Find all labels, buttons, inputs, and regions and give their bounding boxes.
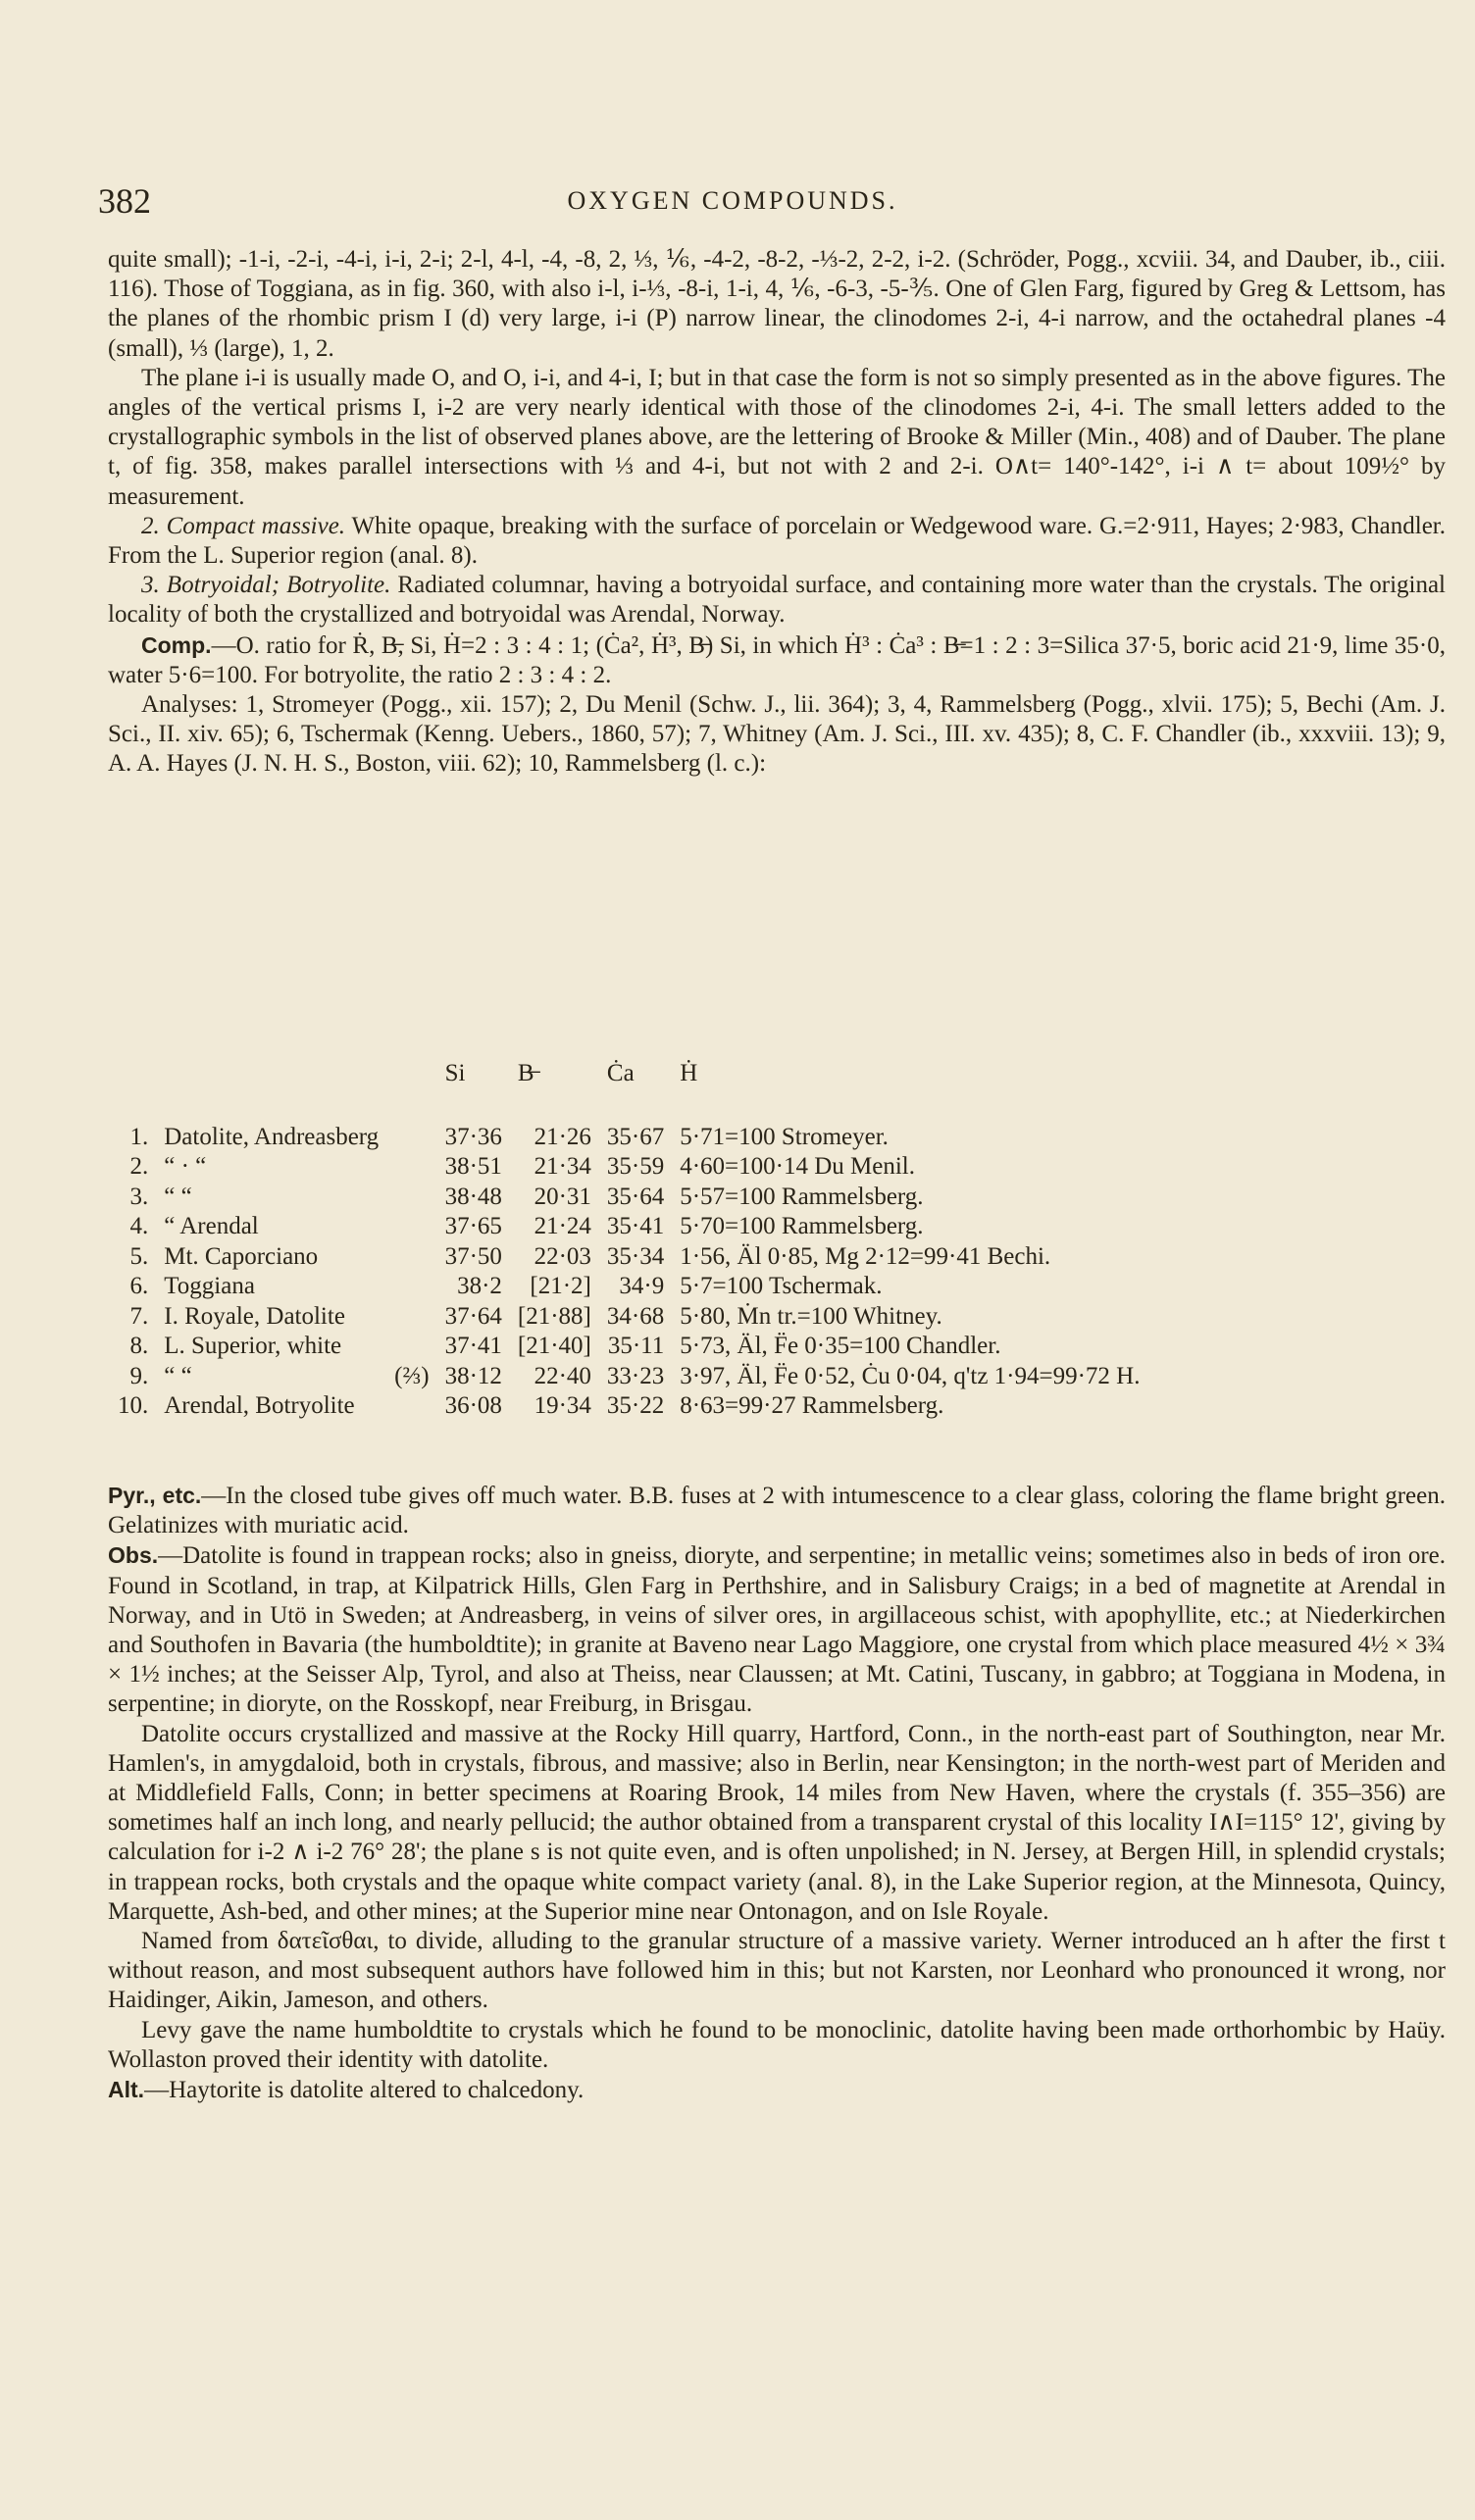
pyrognostics-heading: Pyr., etc. [108,1483,202,1508]
note-cell: (⅔) [394,1362,430,1389]
locality-cell: Mt. Caporciano [164,1242,319,1270]
row-number: 6. [129,1273,149,1299]
table-row [110,1391,1147,1422]
locality-cell: Arendal, Botryolite [164,1392,355,1419]
alteration-text: —Haytorite is datolite altered to chalcedony. [144,2077,585,2104]
boric-acid-cell: [21·40] [517,1333,591,1359]
note-cell [386,1212,436,1242]
paragraph-pyrognostics [108,1481,1446,1540]
variety-label-botryoidal: 3. Botryoidal; Botryolite. [141,572,391,599]
table-row [110,1183,1147,1213]
composition-text: —O. ratio for Ṙ, B̶, Si, Ḣ=2 : 3 : 4 : 1; (Ċa², Ḣ³, B̶) Si, in which Ḣ³ : Ċa³ : B̶=1 : 2 : 3=Silica 37·5, boric acid 21·9, lime 35·0, water 5·6=100. For botryolite, the ratio 2 : 3 : 4 : 2. [108,631,1446,688]
water-cell: 5·70=100 Rammelsberg. [680,1213,924,1239]
silica-cell: 36·08 [444,1392,502,1419]
locality-cell: “ “ [164,1183,192,1210]
lime-cell: 34·68 [606,1302,665,1330]
lime-cell: 35·67 [606,1123,665,1150]
page-header [98,180,1367,224]
table-row [110,1302,1147,1333]
silica-cell: 38·12 [444,1362,502,1389]
table-row [110,1332,1147,1362]
analyses-table [110,1059,1147,1422]
table-row [110,1123,1147,1153]
paragraph-compact-massive [108,512,1446,571]
boric-acid-cell: 22·03 [534,1242,591,1270]
text-block-lower [108,1481,1446,2105]
paragraph-plane-notes: The plane i-i is usually made O, and O, i-i, and 4-i, I; but in that case the form is not so simply presented as in the above figures. The angles of the vertical prisms I, i-2 are very nearly identical with those of the clinodomes 2-i, 4-i. The small letters added to the crystallographic symbols in the list of observed planes above, are the lettering of Brooke & Miller (Min., 408) and of Dauber. The plane t, of fig. 358, makes parallel intersections with ⅓ and 4-i, but not with 2 and 2-i. O∧t= 140°-142°, i-i ∧ t= about 109½° by measurement. [108,364,1446,510]
lime-cell: 35·34 [606,1242,665,1270]
water-cell: 5·73, Äl, F̈e 0·35=100 Chandler. [680,1333,1001,1359]
paragraph-botryoidal [108,571,1446,630]
boric-acid-cell: 21·34 [534,1153,591,1180]
table-row [110,1272,1147,1302]
variety-text-botryoidal: Radiated columnar, having a botryoidal surface, and containing more water than the crystals. The original locality of both the crystallized and botryoidal was Arendal, Norway. [108,572,1446,629]
observations-text: —Datolite is found in trappean rocks; also in gneiss, dioryte, and serpentine; in metallic veins; sometimes also in beds of iron ore. Found in Scotland, in trap, at Kilpatrick Hills, Glen Farg in Perthshire, and in Salisbury Craigs; in a bed of magnetite at Arendal in Norway, and in Utö in Sweden; at Andreasberg, in veins of silver ores, in argillaceous schist, with apophyllite, etc.; at Niederkirchen and Southofen in Bavaria (the humboldtite); in granite at Baveno near Lago Maggiore, one crystal from which place measured 4½ × 3¾ × 1½ inches; at the Seisser Alp, Tyrol, and also at Theiss, near Claussen; at Mt. Catini, Tuscany, in gabbro; at Toggiana in Modena, in serpentine; in dioryte, on the Rosskopf, near Freiburg, in Brisgau. [108,1542,1446,1718]
water-cell: 3·97, Äl, F̈e 0·52, Ċu 0·04, q'tz 1·94=99·72 H. [680,1362,1141,1389]
water-cell: 5·57=100 Rammelsberg. [680,1183,924,1210]
locality-cell: I. Royale, Datolite [164,1302,345,1330]
composition-heading: Comp. [141,631,212,658]
paragraph-crystal-planes: quite small); -1-i, -2-i, -4-i, i-i, 2-i; 2-l, 4-l, -4, -8, 2, ⅓, ⅙, -4-2, -8-2, -⅓-2, 2-2, i-2. (Schröder, Pogg., xcviii. 34, and Dauber, ib., ciii. 116). Those of Toggiana, as in fig. 360, with also i-l, i-⅓, -8-i, 1-i, 4, ⅙, -6-3, -5-⅗. One of Glen Farg, figured by Greg & Lettsom, has the planes of the rhombic prism I (d) very large, i-i (P) narrow linear, the clinodomes 2-i, 4-i narrow, and the octahedral planes -4 (small), ⅓ (large), 1, 2. [108,246,1446,362]
silica-cell: 37·65 [444,1213,502,1239]
lime-cell: 35·59 [606,1153,665,1180]
table-row [110,1212,1147,1242]
locality-cell: Datolite, Andreasberg [164,1123,380,1150]
table-row [110,1362,1147,1392]
water-cell: 8·63=99·27 Rammelsberg. [680,1392,944,1419]
water-cell: 5·7=100 Tschermak. [680,1273,883,1299]
note-cell [386,1272,436,1302]
row-number: 10. [118,1392,149,1419]
row-number: 5. [129,1242,149,1270]
row-number: 1. [129,1123,149,1150]
locality-cell: “ · “ [164,1153,207,1180]
variety-text-compact: White opaque, breaking with the surface of porcelain or Wedgewood ware. G.=2·911, Hayes; 2·983, Chandler. From the L. Superior region (anal. 8). [108,512,1446,570]
water-cell: 5·80, Ṁn tr.=100 Whitney. [680,1302,942,1330]
row-number: 9. [129,1362,149,1389]
boric-acid-cell: 19·34 [534,1392,591,1419]
lime-cell: 35·11 [607,1333,665,1359]
locality-cell: “ Arendal [164,1213,259,1239]
locality-cell: Toggiana [164,1273,255,1299]
silica-cell: 38·48 [444,1183,502,1210]
lime-cell: 35·41 [606,1213,665,1239]
column-header-h: Ḣ [680,1060,698,1086]
note-cell [386,1152,436,1183]
row-number: 2. [129,1153,149,1180]
boric-acid-cell: [21·88] [517,1302,591,1330]
paragraph-etymology: Named from δατεῖσθαι, to divide, alluding to the granular structure of a massive variety. Werner introduced an h after the first t without reason, and most subsequent authors have followed him in this; but not Karsten, nor Leonhard who pronounced it wrong, nor Haidinger, Aikin, Jameson, and others. [108,1928,1446,2014]
alteration-heading: Alt. [108,2077,145,2103]
row-number: 7. [129,1302,149,1330]
water-cell: 1·56, Äl 0·85, Mg 2·12=99·41 Bechi. [680,1242,1051,1270]
lime-cell: 34·9 [619,1273,665,1299]
silica-cell: 37·36 [444,1123,502,1150]
lime-cell: 35·64 [606,1183,665,1210]
column-header-b: B̶ [517,1060,534,1086]
note-cell [386,1302,436,1333]
pyrognostics-text: —In the closed tube gives off much water. B.B. fuses at 2 with intumescence to a clear glass, coloring the flame bright green. Gelatinizes with muriatic acid. [108,1483,1446,1539]
silica-cell: 37·41 [444,1333,502,1359]
page-number: 382 [98,181,151,221]
lime-cell: 35·22 [606,1392,665,1419]
column-header-ca: Ċa [606,1060,635,1086]
text-block-upper [108,245,1446,780]
silica-cell: 37·64 [444,1302,502,1330]
silica-cell: 38·2 [457,1273,502,1299]
paragraph-alteration [108,2075,1446,2105]
note-cell [386,1123,436,1153]
row-number: 3. [129,1183,149,1210]
boric-acid-cell: 21·26 [534,1123,591,1150]
note-cell [386,1391,436,1422]
note-cell [386,1242,436,1273]
note-cell [386,1332,436,1362]
boric-acid-cell: 22·40 [534,1362,591,1389]
paragraph-observations [108,1540,1446,1719]
observations-heading: Obs. [108,1542,159,1569]
variety-label-compact: 2. Compact massive. [141,512,346,539]
locality-cell: “ “ [164,1362,192,1389]
column-header-si: Si [444,1060,466,1086]
analyses-table-header [110,1059,1147,1123]
silica-cell: 37·50 [444,1242,502,1270]
water-cell: 4·60=100·14 Du Menil. [680,1153,915,1180]
silica-cell: 38·51 [444,1153,502,1180]
lime-cell: 33·23 [606,1362,665,1389]
paragraph-analyses-intro: Analyses: 1, Stromeyer (Pogg., xii. 157); 2, Du Menil (Schw. J., lii. 364); 3, 4, Rammelsberg (Pogg., xlvii. 175); 5, Bechi (Am. J. Sci., II. xiv. 65); 6, Tschermak (Kenng. Uebers., 1860, 57); 7, Whitney (Am. J. Sci., III. xv. 435); 8, C. F. Chandler (ib., xxxviii. 13); 9, A. A. Hayes (J. N. H. S., Boston, viii. 62); 10, Rammelsberg (l. c.): [108,691,1446,778]
paragraph-composition [108,630,1446,690]
row-number: 4. [129,1213,149,1239]
paragraph-us-localities: Datolite occurs crystallized and massive at the Rocky Hill quarry, Hartford, Conn., in the north-east part of Southington, near Mr. Hamlen's, in amygdaloid, both in crystals, fibrous, and massive; also in Berlin, near Kensington; in the north-west part of Meriden and at Middlefield Falls, Conn; in better specimens at Roaring Brook, 14 miles from New Haven, where the crystals (f. 355–356) are sometimes half an inch long, and nearly pellucid; the author obtained from a transparent crystal of this locality I∧I=115° 12', giving by calculation for i-2 ∧ i-2 76° 28'; the plane s is not quite even, and is often unpolished; in N. Jersey, at Bergen Hill, in splendid crystals; in trappean rocks, both crystals and the opaque white compact variety (anal. 8), in the Lake Superior region, at the Minnesota, Quincy, Marquette, Ash-bed, and other mines; at the Superior mine near Ontonagon, and on Isle Royale. [108,1720,1446,1925]
running-title: OXYGEN COMPOUNDS. [567,186,898,215]
boric-acid-cell: [21·2] [530,1273,591,1299]
table-row [110,1152,1147,1183]
analyses-table-body [110,1123,1147,1422]
note-cell [386,1183,436,1213]
boric-acid-cell: 20·31 [534,1183,591,1210]
water-cell: 5·71=100 Stromeyer. [680,1123,889,1150]
boric-acid-cell: 21·24 [534,1213,591,1239]
paragraph-levy: Levy gave the name humboldtite to crystals which he found to be monoclinic, datolite having been made orthorhombic by Haüy. Wollaston proved their identity with datolite. [108,2016,1446,2073]
locality-cell: L. Superior, white [164,1333,342,1359]
table-row [110,1242,1147,1273]
row-number: 8. [129,1333,149,1359]
